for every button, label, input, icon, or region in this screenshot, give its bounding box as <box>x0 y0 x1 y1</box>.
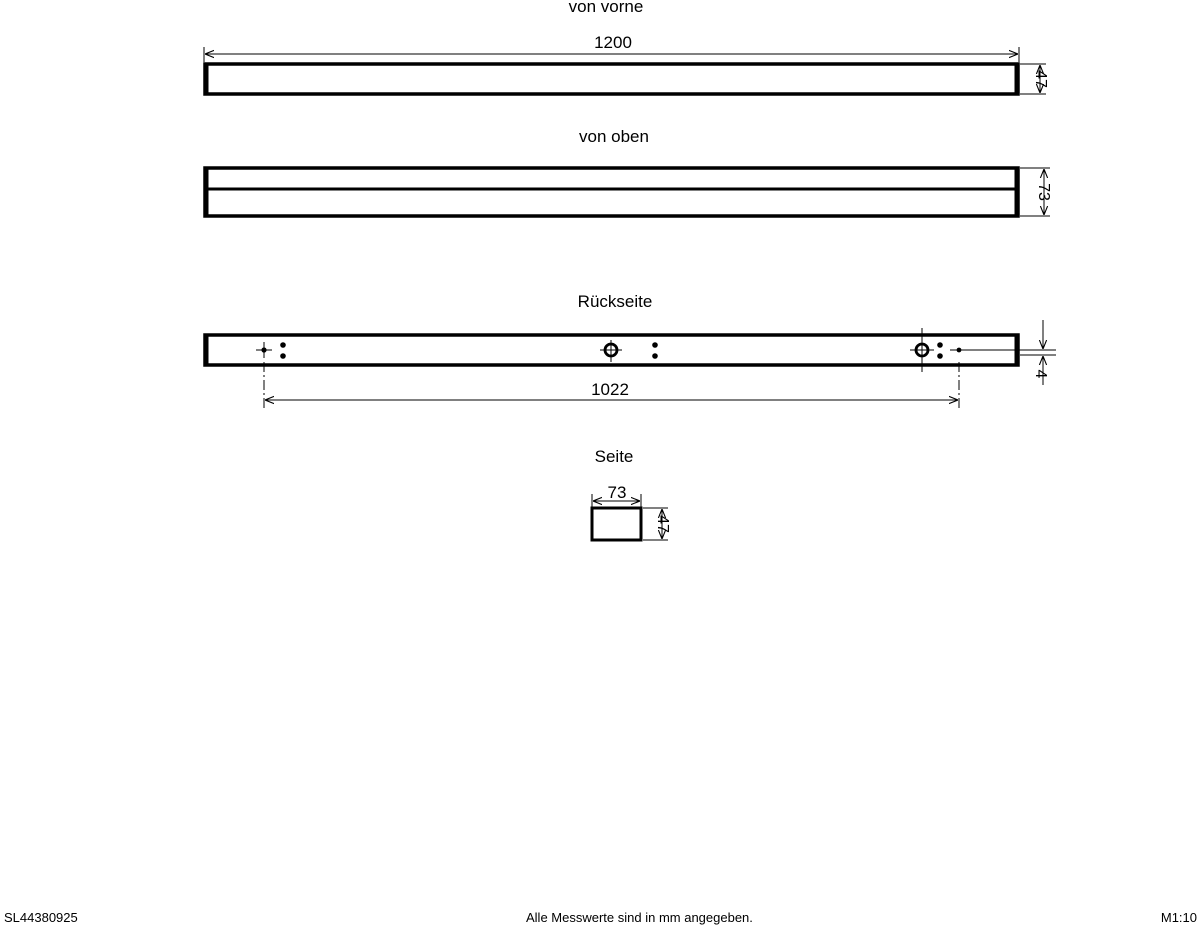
front-height-label: 47 <box>1032 70 1049 88</box>
top-body-outline <box>205 168 1018 216</box>
back-view <box>205 292 1056 408</box>
front-view-title: von vorne <box>568 0 644 16</box>
back-cable-hole-center <box>600 340 658 362</box>
side-view <box>592 447 671 540</box>
back-dot <box>937 342 943 348</box>
side-body-outline <box>592 508 641 540</box>
side-view-title: Seite <box>594 447 634 466</box>
back-dot <box>652 353 658 359</box>
front-length-label: 1200 <box>594 33 632 52</box>
scale-label: M1:10 <box>1160 910 1197 925</box>
back-mount-left <box>256 342 286 359</box>
side-height-label: 47 <box>654 515 671 533</box>
back-dot <box>937 353 943 359</box>
side-depth-label: 73 <box>607 483 627 502</box>
back-spacing-label: 1022 <box>591 380 629 399</box>
front-body-outline <box>205 64 1018 94</box>
top-view-title: von oben <box>579 127 649 146</box>
article-number: SL44380925 <box>4 910 78 925</box>
top-depth-label: 73 <box>1035 183 1052 201</box>
front-view <box>204 0 1049 94</box>
top-view <box>205 127 1052 216</box>
measurement-note: Alle Messwerte sind in mm angegeben. <box>526 910 753 925</box>
back-view-title: Rückseite <box>577 292 653 311</box>
back-mount-right <box>950 348 1056 353</box>
back-dot <box>280 353 286 359</box>
back-dot <box>280 342 286 348</box>
back-dot <box>652 342 658 348</box>
back-offset-label: 4 <box>1032 369 1049 379</box>
